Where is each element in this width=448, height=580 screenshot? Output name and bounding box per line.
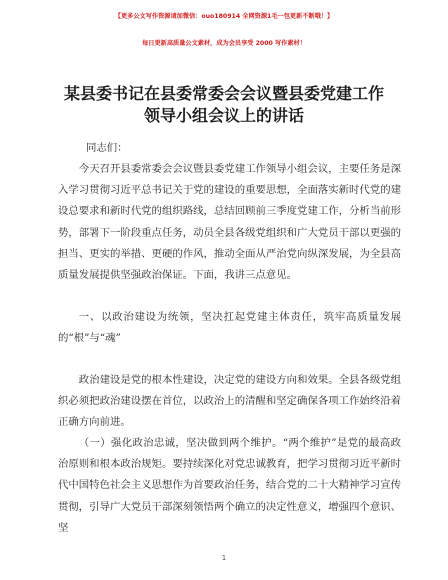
section-heading-1: 一、以政治建设为统领，坚决扛起党建主体责任，筑牢高质量发展的“根”与“魂” bbox=[58, 311, 401, 345]
paragraph-political-building: 政治建设是党的根本性建设，决定党的建设方向和效果。全县各级党组织必须把政治建设摆在首位，以政治上的清醒和坚定确保各项工作始终沿着正确方向前进。 bbox=[58, 374, 401, 429]
paragraph-intro: 今天召开县委常委会会议暨县委党建工作领导小组会议，主要任务是深入学习贯彻习近平总书记关于党的建设的重要思想，全面落实新时代党的建设总要求和新时代党的组织路线，总结回顾前三季度党建工作，分析当前形势，部署下一阶段重点任务，动员全县各级党组织和广大党员干部以更强的担当、更实的举措、更硬的作风，推动全面从严治党向纵深发展，为全县高质量发展提供坚强政治保证。下面，我讲三点意见。 bbox=[58, 163, 401, 282]
document-title-line2: 领导小组会议上的讲话 bbox=[143, 106, 304, 125]
page-number: 1 bbox=[221, 554, 227, 562]
salutation: 同志们： bbox=[86, 142, 128, 154]
document-title-line1: 某县委书记在县委常委会会议暨县委党建工作 bbox=[63, 84, 384, 103]
promo-banner-line1: 【更多公文写作资源请加微信：ouo180914 全网资源1毛一包更新不断哦！】 bbox=[114, 13, 334, 20]
promo-banner-line2: 每日更新高质量公文素材，成为会员享受 2000 写作素材！ bbox=[142, 40, 306, 47]
paragraph-subsection-1: （一）强化政治忠诚，坚决做到两个维护。“两个维护”是党的最高政治原则和根本政治规矩。要持续深化对党忠诚教育，把学习贯彻习近平新时代中国特色社会主义思想作为首要政治任务，结合党的二十大精神学习宣传贯彻，引导广大党员干部深刻领悟两个确立的决定性意义，增强四个意识、坚 bbox=[58, 437, 401, 534]
